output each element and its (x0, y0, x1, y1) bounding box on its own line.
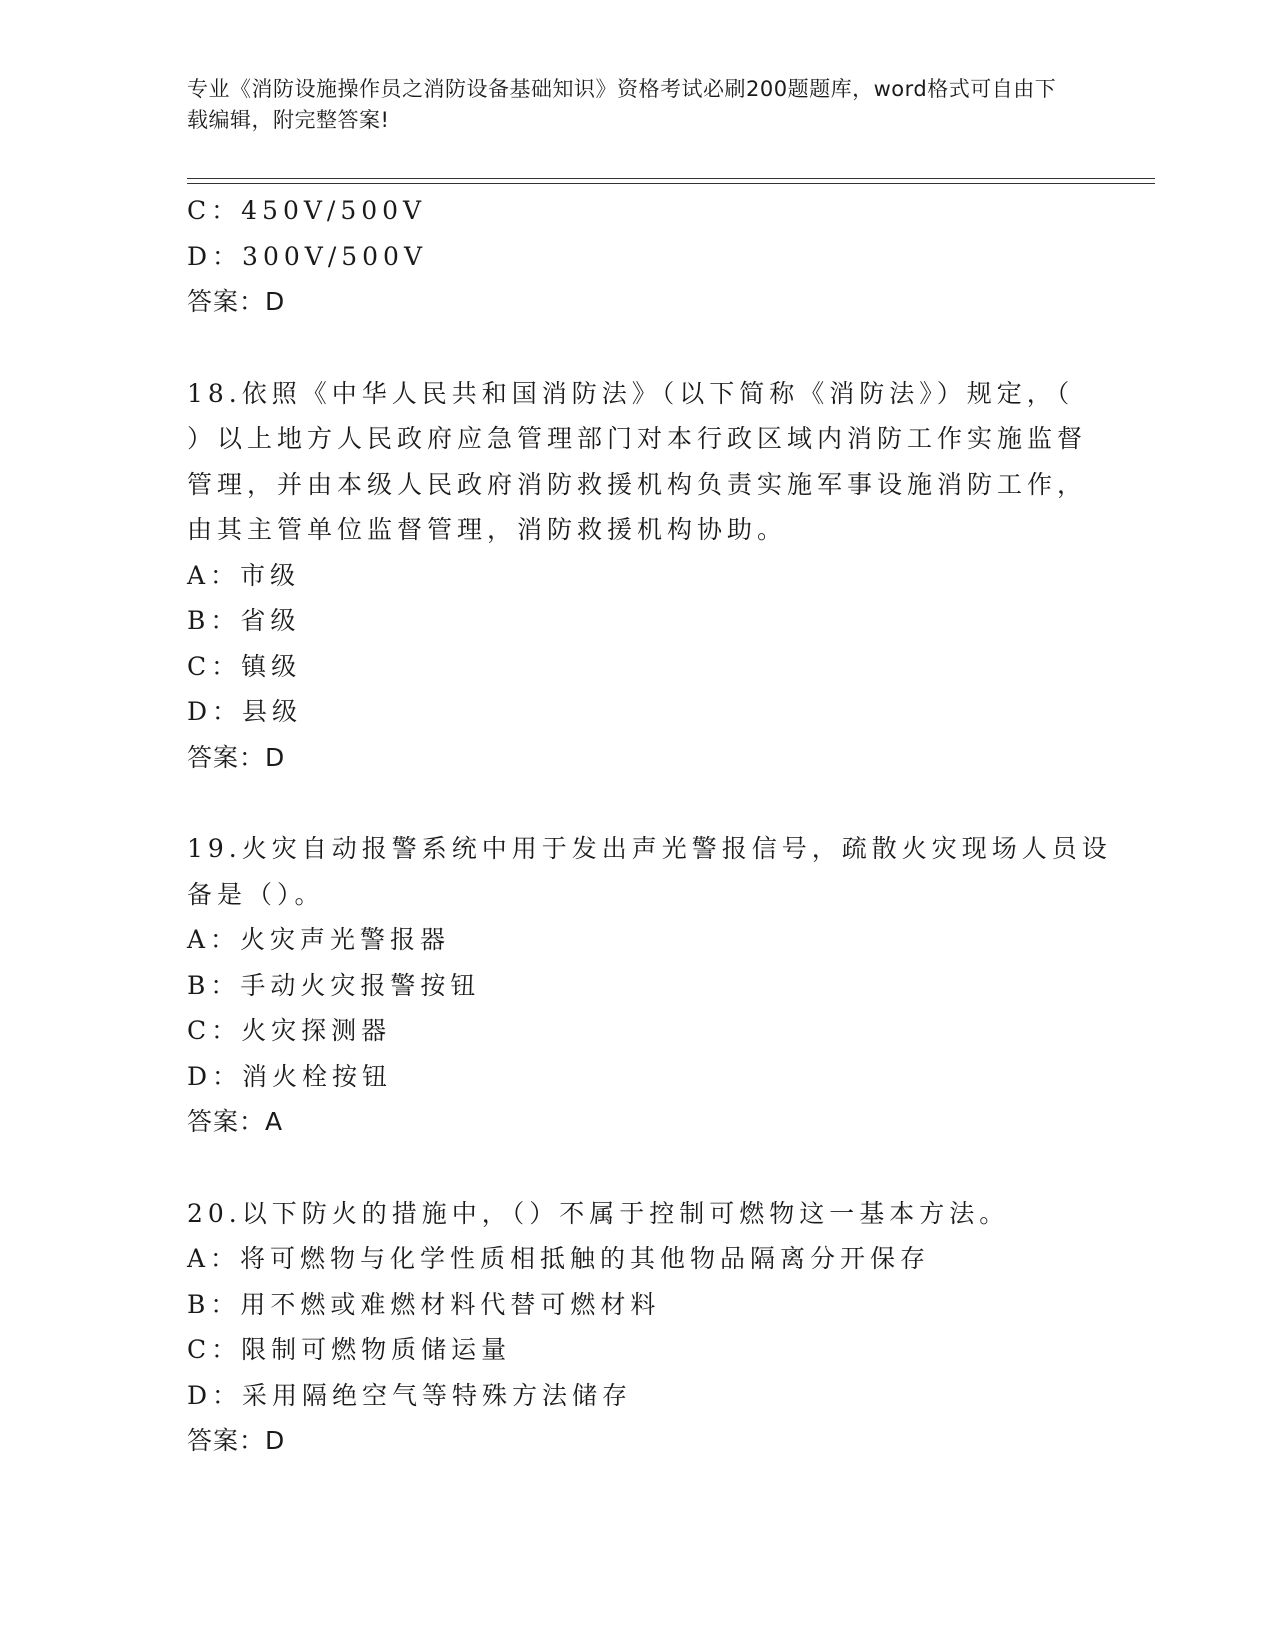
answer: 答案：D (187, 742, 286, 772)
answer: 答案：A (187, 1107, 284, 1136)
question-text-line: 备是（）。 (187, 879, 325, 909)
spacer (187, 780, 1087, 826)
option-c: C：火灾探测器 (187, 1016, 392, 1045)
answer: 答案：D (187, 287, 286, 316)
option-c: C：镇级 (187, 651, 302, 681)
question-19 (187, 826, 1112, 1145)
question-18 (187, 371, 1087, 781)
question-text-line: 由其主管单位监督管理，消防救援机构协助。 (187, 515, 788, 544)
document-body (187, 188, 1112, 1464)
option-c: C：450V/500V (187, 196, 427, 225)
option-b: B：手动火灾报警按钮 (187, 970, 481, 1000)
header-divider-top (187, 178, 1155, 179)
option-a: A：火灾声光警报器 (187, 925, 451, 954)
question-text-line: 20.以下防火的措施中，（）不属于控制可燃物这一基本方法。 (187, 1198, 1010, 1228)
option-c: C：限制可燃物质储运量 (187, 1335, 512, 1364)
document-header: 专业《消防设施操作员之消防设备基础知识》资格考试必刷200题题库，word格式可自由下载编辑，附完整答案! (187, 77, 1057, 132)
option-d: D：消火栓按钮 (187, 1061, 393, 1091)
option-a: A：将可燃物与化学性质相抵触的其他物品隔离分开保存 (187, 1244, 931, 1273)
option-a: A：市级 (187, 560, 301, 590)
question-text-line: 18.依照《中华人民共和国消防法》（以下简称《消防法》）规定，（ (187, 378, 1075, 408)
question-text-line: ）以上地方人民政府应急管理部门对本行政区域内消防工作实施监督 (187, 424, 1088, 453)
option-d: D：县级 (187, 697, 303, 726)
option-b: B：用不燃或难燃材料代替可燃材料 (187, 1289, 661, 1319)
option-d: D：300V/500V (187, 241, 428, 271)
previous-question-tail (187, 188, 1087, 325)
header-divider-bottom (187, 183, 1155, 184)
answer: 答案：D (187, 1426, 286, 1455)
question-text-line: 19.火灾自动报警系统中用于发出声光警报信号，疏散火灾现场人员设 (187, 834, 1112, 863)
spacer (187, 325, 1087, 371)
option-d: D：采用隔绝空气等特殊方法储存 (187, 1380, 633, 1410)
spacer (187, 1145, 1087, 1191)
question-text-line: 管理，并由本级人民政府消防救援机构负责实施军事设施消防工作， (187, 469, 1088, 499)
option-b: B：省级 (187, 606, 301, 635)
question-20 (187, 1191, 1087, 1464)
